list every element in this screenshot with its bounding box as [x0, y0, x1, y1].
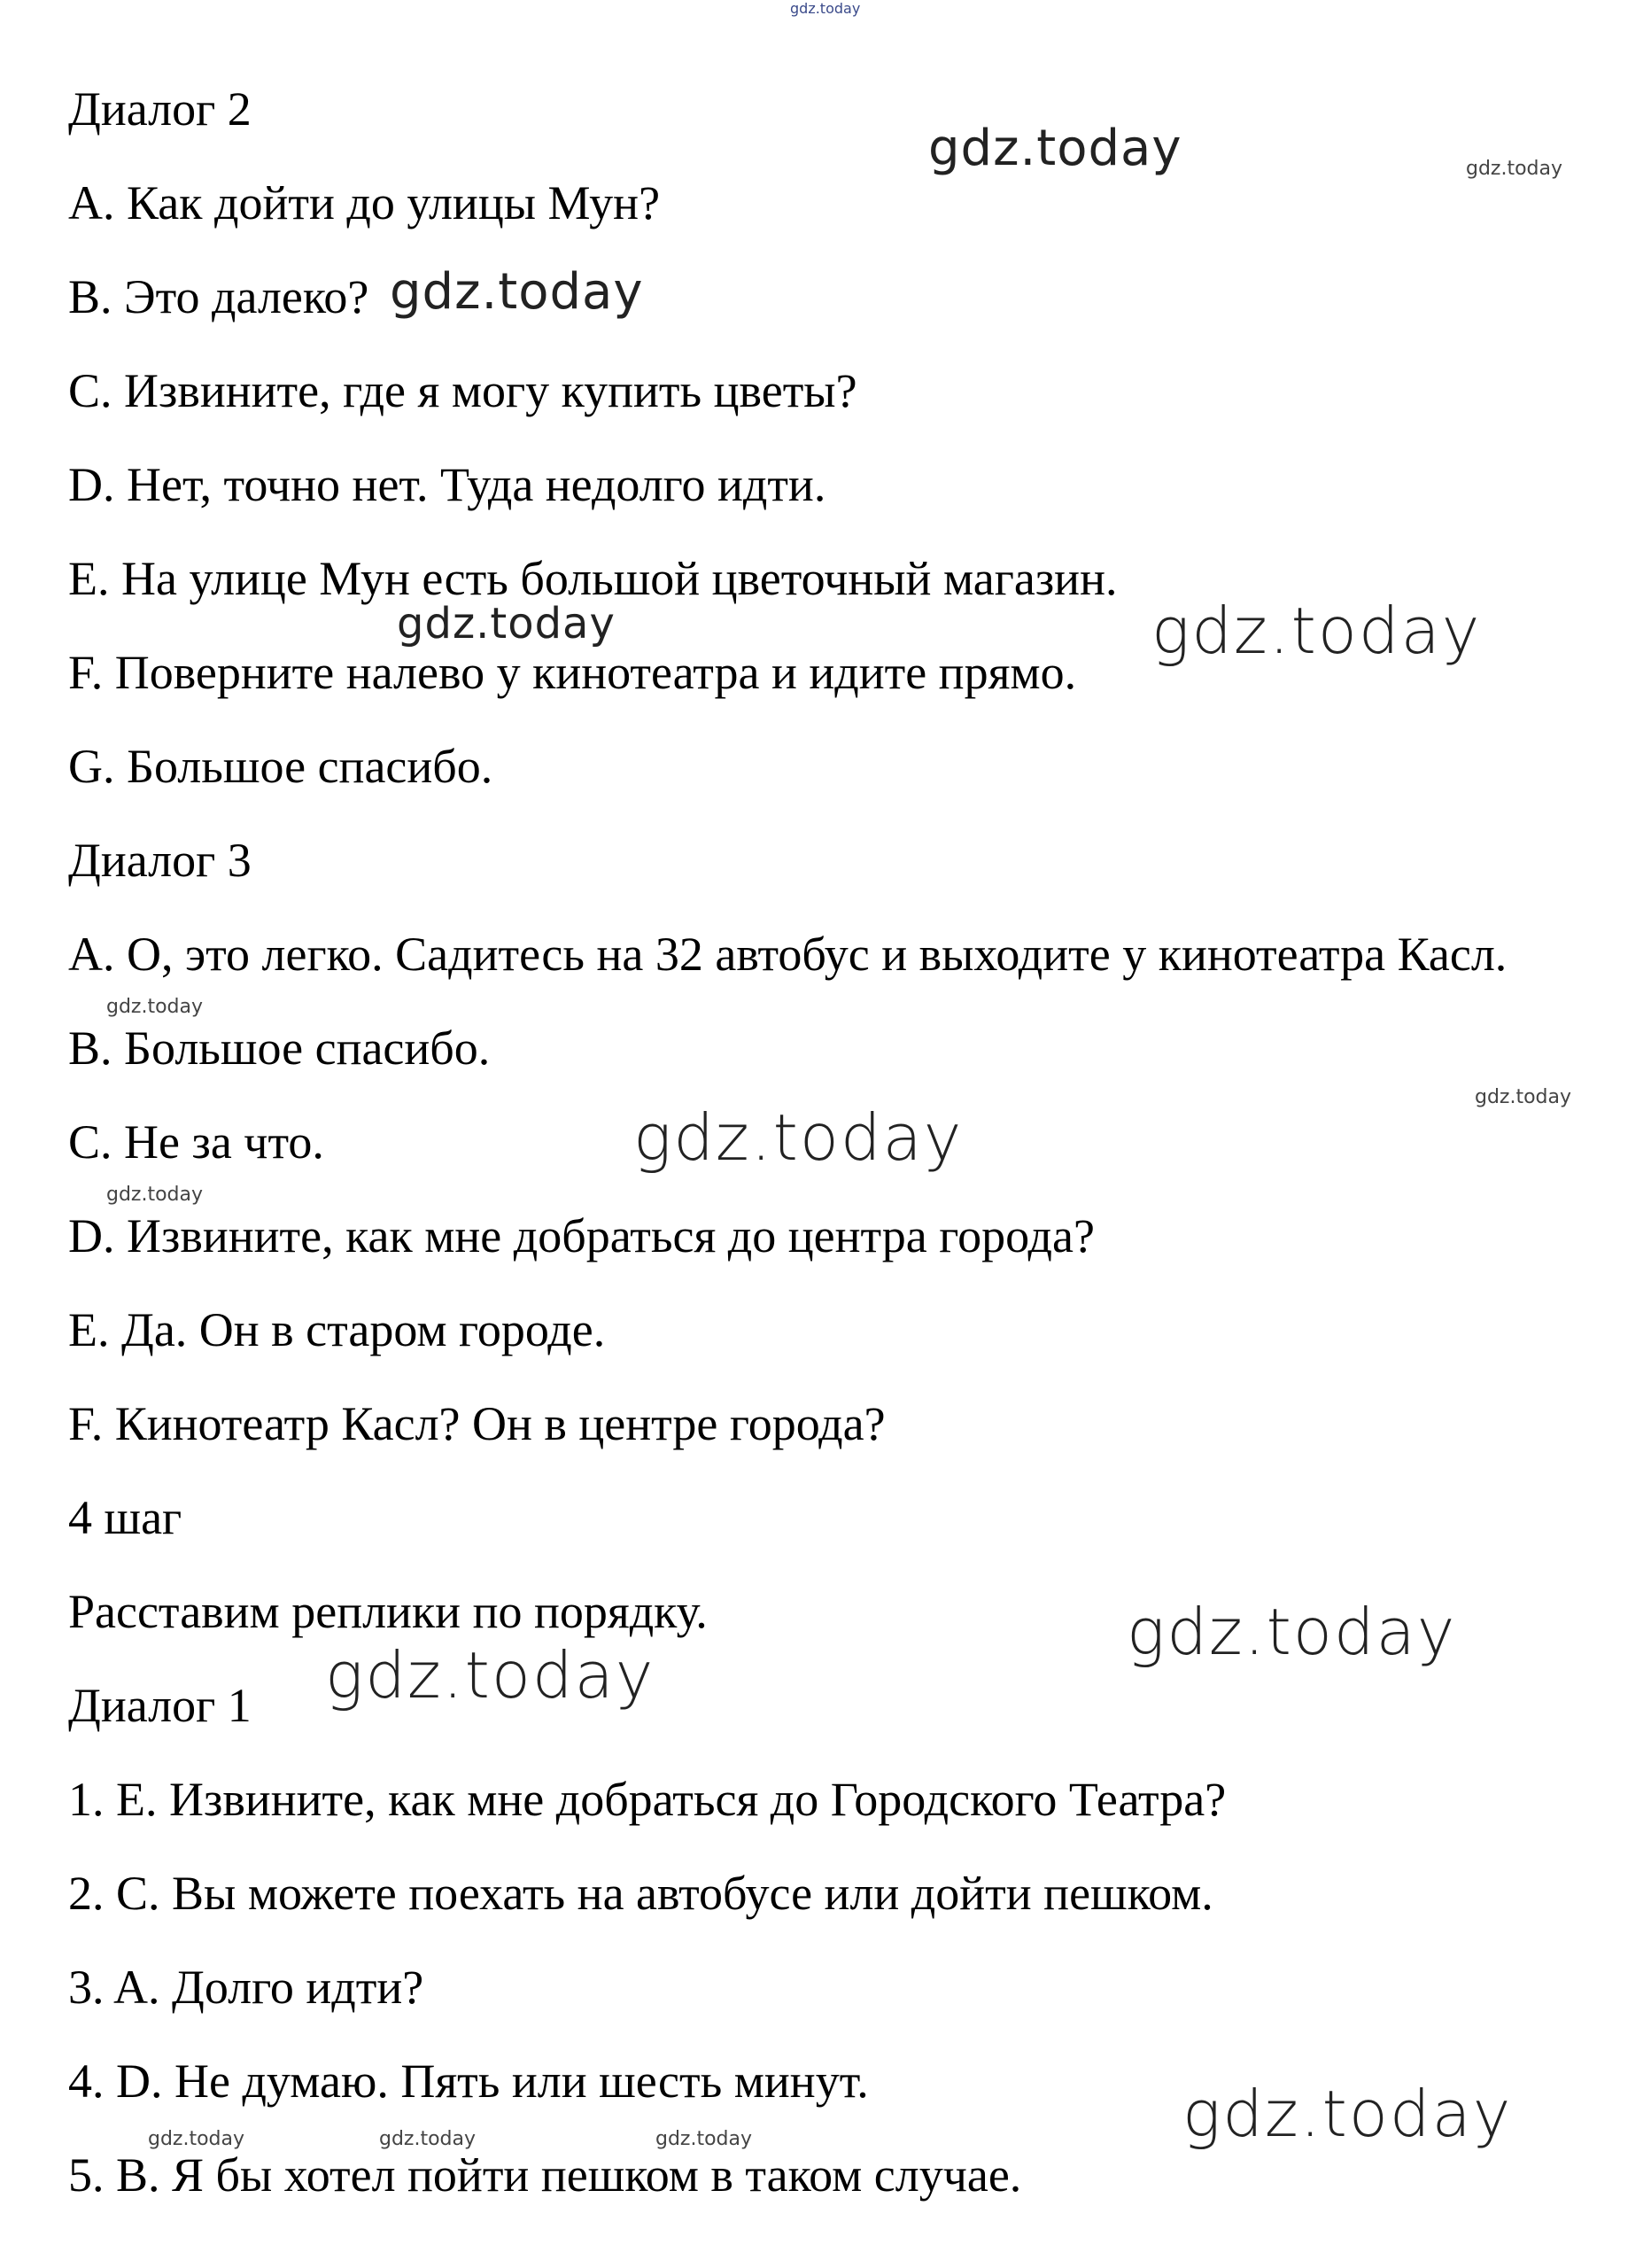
watermark-7: gdz.today [1475, 1086, 1572, 1108]
dialog2-line-b: B. Это далеко? [68, 270, 369, 323]
watermark-14: gdz.today [655, 2128, 753, 2150]
watermark-8: gdz.today [633, 1100, 964, 1175]
ordered-dialog1-line-1: 1. E. Извините, как мне добраться до Городского Театра? [68, 1773, 1227, 1826]
ordered-dialog1-line-5: 5. B. Я бы хотел пойти пешком в таком случае. [68, 2148, 1022, 2202]
ordered-dialog1-line-4: 4. D. Не думаю. Пять или шесть минут. [68, 2054, 869, 2108]
dialog3-line-d: D. Извините, как мне добраться до центра города? [68, 1209, 1095, 1262]
watermark-4: gdz.today [397, 599, 616, 649]
watermark-3: gdz.today [390, 263, 644, 321]
watermark-6: gdz.today [106, 996, 204, 1018]
watermark-10: gdz.today [1127, 1595, 1457, 1669]
dialog3-line-e: E. Да. Он в старом городе. [68, 1303, 606, 1356]
watermark-1: gdz.today [928, 120, 1182, 177]
dialog3-heading: Диалог 3 [68, 834, 252, 887]
dialog2-line-g: G. Большое спасибо. [68, 740, 493, 793]
watermark-15: gdz.today [1182, 2077, 1513, 2151]
dialog2-line-c: C. Извините, где я могу купить цветы? [68, 364, 857, 417]
dialog3-line-f: F. Кинотеатр Касл? Он в центре города? [68, 1397, 886, 1450]
watermark-12: gdz.today [148, 2128, 245, 2150]
watermark-top: gdz.today [790, 0, 861, 17]
dialog2-line-e: E. На улице Мун есть большой цветочный магазин. [68, 552, 1118, 605]
watermark-5: gdz.today [1151, 594, 1482, 668]
dialog2-heading: Диалог 2 [68, 82, 252, 136]
ordered-dialog1-heading: Диалог 1 [68, 1679, 252, 1732]
watermark-2: gdz.today [1466, 158, 1563, 180]
watermark-11: gdz.today [325, 1638, 655, 1713]
watermark-9: gdz.today [106, 1184, 204, 1206]
ordered-dialog1-line-3: 3. A. Долго идти? [68, 1961, 424, 2014]
dialog3-line-c: C. Не за что. [68, 1115, 324, 1169]
dialog3-line-a: A. О, это легко. Садитесь на 32 автобус и выходите у кинотеатра Касл. [68, 928, 1508, 981]
dialog3-line-b: B. Большое спасибо. [68, 1021, 491, 1075]
dialog2-line-d: D. Нет, точно нет. Туда недолго идти. [68, 458, 826, 511]
dialog2-line-f: F. Поверните налево у кинотеатра и идите прямо. [68, 646, 1077, 699]
ordered-dialog1-line-2: 2. C. Вы можете поехать на автобусе или дойти пешком. [68, 1867, 1213, 1920]
step4-instruction: Расставим реплики по порядку. [68, 1585, 708, 1638]
dialog2-line-a: A. Как дойти до улицы Мун? [68, 176, 661, 229]
step4-heading: 4 шаг [68, 1491, 182, 1544]
watermark-13: gdz.today [379, 2128, 477, 2150]
